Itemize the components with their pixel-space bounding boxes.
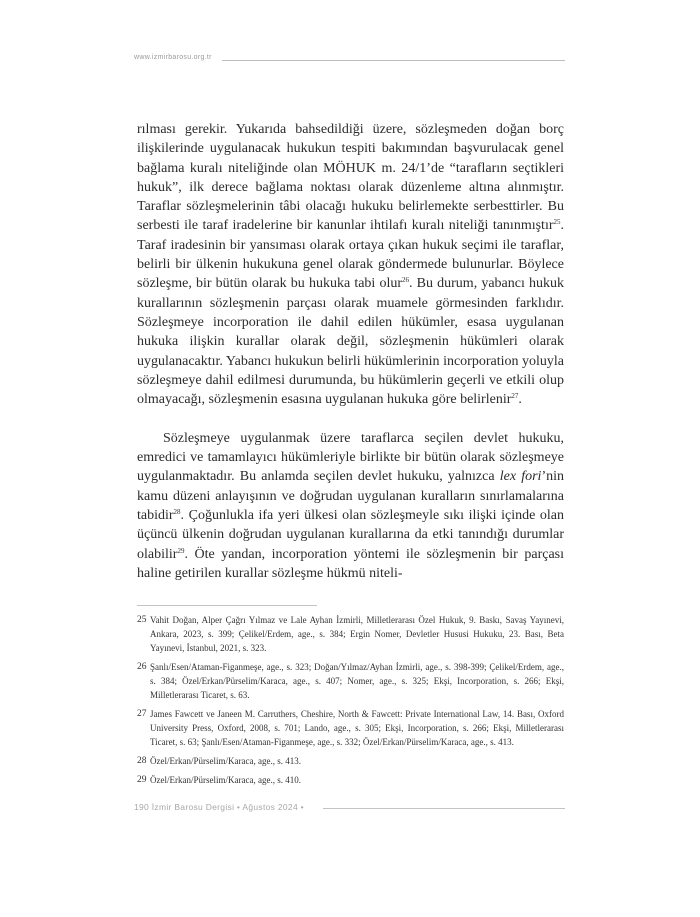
header-url: www.izmirbarosu.org.tr [134,54,212,61]
footnote [137,754,564,768]
text-run: ’nin kamu düzeni anlayışının ve doğrudan uygulanan kuralların sınırlamalarına tabidir [137,469,565,523]
footnote-number: 25 [137,615,147,625]
footnote-ref[interactable]: 27 [511,392,519,401]
footnote [137,613,564,655]
italic-term: lex fori [499,469,542,485]
text-run: . Öte yandan, incorporation yöntemi ile sözleşmenin bir parçası haline getirilen kurallar sözleşme hükmü niteli- [137,546,564,581]
footnote-ref[interactable]: 28 [173,507,181,516]
body-text [137,120,564,583]
page-footer: 190 İzmir Barosu Dergisi • Ağustos 2024 • [134,802,304,812]
text-run: rılması gerekir. Yukarıda bahsedildiği üzere, sözleşmeden doğan borç ilişkilerinde uygulanacak hukukun tespiti bakımından başvurulacak genel bağlama kuralı niteliğinde olan MÖHUK m. 24/1’de “tarafların seçtikleri hukuk”, ilk derece bağlama noktası olarak düzenleme altına alınmıştır. Taraflar sözleşmelerinin tâbi olacağı hukuku belirlemekte serbesttirler. Bu serbesti ile taraf iradelerine bir kanunlar ihtilafı kuralı niteliği tanınmıştır [137,122,564,234]
footnote-text: Vahit Doğan, Alper Çağrı Yılmaz ve Lale Ayhan İzmirli, Milletlerarası Özel Hukuk, 9. Baskı, Savaş Yayınevi, Ankara, 2023, s. 399; Çelikel/Erdem, age., s. 384; Ergin Nomer, Devletler Hususi Hukuku, 23. Bası, Beta Yayınevi, İstanbul, 2021, s. 323. [150,615,564,653]
footnote-text: Özel/Erkan/Pürselim/Karaca, age., s. 413. [150,756,301,766]
footnote-text: Özel/Erkan/Pürselim/Karaca, age., s. 410. [150,775,301,785]
footnote-number: 26 [137,662,147,672]
footnote-ref[interactable]: 25 [553,218,561,227]
text-run: . Bu durum, yabancı hukuk kurallarının sözleşmenin parçası olarak muamele görmesinden farklıdır. Sözleşmeye incorporation ile dahil edilen hükümler, esasa uygulanan hukuka ilişkin kurallar olarak değil, sözleşmenin hükümleri olarak uygulanacaktır. Yabancı hukukun belirli hükümlerinin incorporation yoluyla sözleşmeye dahil edilmesi durumunda, bu hükümlerin geçerli ve etkili olup olmayacağı, sözleşmenin esasına uygulanan hukuka göre belirlenir [137,276,565,408]
footnote-separator [137,605,317,606]
header-rule [222,60,565,61]
footnote [137,773,564,787]
footnote-number: 28 [137,756,147,766]
footnote-text: Şanlı/Esen/Ataman-Figanmeşe, age., s. 323; Doğan/Yılmaz/Ayhan İzmirli, age., s. 398-399; Çelikel/Erdem, age., s. 384; Özel/Erkan/Pürselim/Karaca, age., s. 407; Nomer, age., s. 325; Ekşi, Incorporation, s. 266; Ekşi, Milletlerarası Ticaret, s. 63. [150,662,564,700]
footnote-ref[interactable]: 26 [402,276,410,285]
text-run: Sözleşmeye uygulanmak üzere taraflarca seçilen devlet hukuku, emredici ve tamamlayıcı hükümleriyle birlikte bir bütün olarak sözleşmeye uygulanmaktadır. Bu anlamda seçilen devlet hukuku, yalnızca [137,430,564,485]
footnotes [137,613,564,792]
paragraph-2 [137,429,564,583]
footnote [137,660,564,702]
text-run: . Taraf iradesinin bir yansıması olarak ortaya çıkan hukuk seçimi ile taraflar, belirli bir ülkenin hukukuna genel olarak göndermede bulunurlar. Böylece sözleşme, bir bütün olarak bu hukuka tabi olur [137,218,564,292]
footnote-text: James Fawcett ve Janeen M. Carruthers, Cheshire, North & Fawcett: Private International Law, 14. Bası, Oxford University Press, Oxford, 2008, s. 701; Lando, age., s. 305; Ekşi, Incorporation, s. 266; Ekşi, Milletlerarası Ticaret, s. 63; Şanlı/Esen/Ataman-Figanmeşe, age., s. 332; Özel/Erkan/Pürselim/Karaca, age., s. 413. [150,709,564,747]
text-run: . [518,392,522,408]
text-run: . Çoğunlukla ifa yeri ülkesi olan sözleşmeyle sıkı ilişki içinde olan üçüncü ülkenin doğrudan uygulanan kurallarına da etki tanındığı durumlar olabilir [137,507,564,562]
footnote-number: 27 [137,709,147,719]
footnote-number: 29 [137,775,147,785]
footer-rule [323,808,565,809]
footnote [137,707,564,749]
paragraph-1 [137,120,564,409]
footnote-ref[interactable]: 29 [177,546,185,555]
